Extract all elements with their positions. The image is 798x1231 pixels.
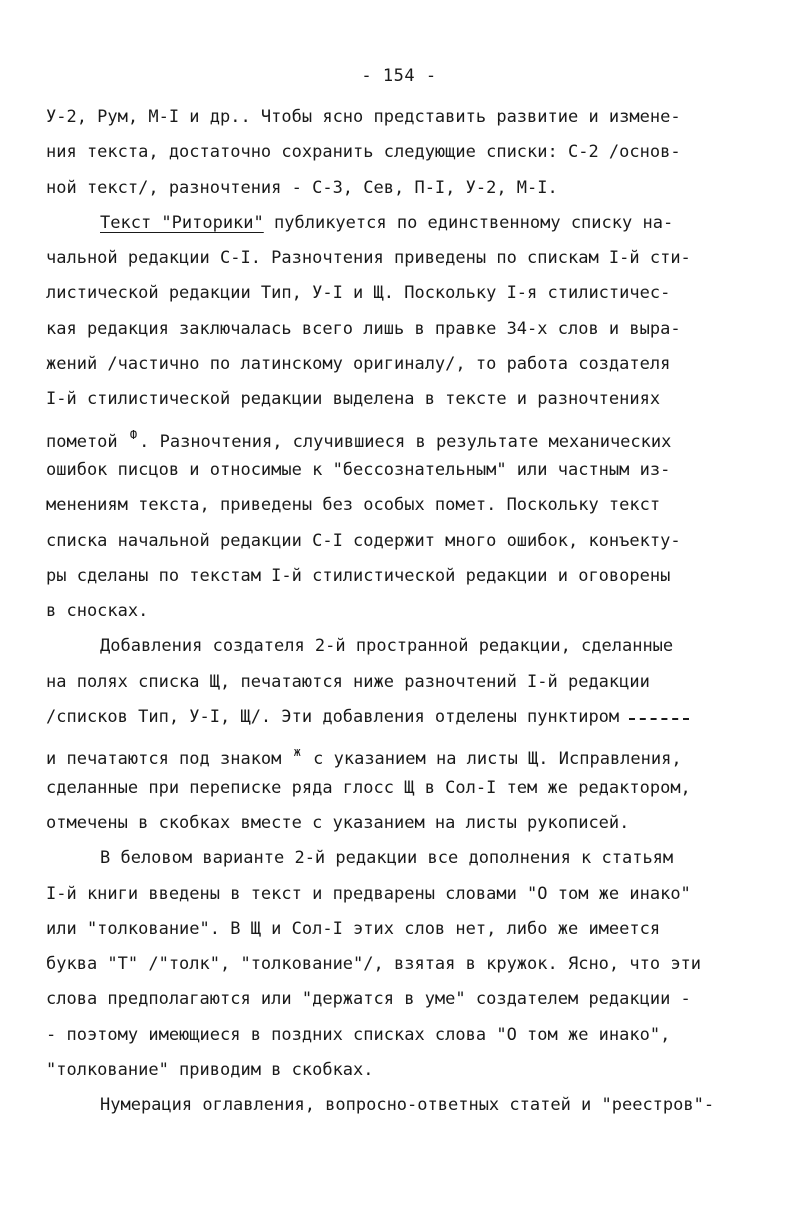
dashed-line-sample xyxy=(629,718,689,720)
text-fragment: с указанием на листы Щ. Исправления, xyxy=(313,749,682,770)
text-line: или "толкование". В Щ и Сол-I этих слов нет, либо же имеется xyxy=(46,918,661,939)
text-line: кая редакция заключалась всего лишь в правке 34-х слов и выра- xyxy=(46,318,681,339)
text-line: отмечены в скобках вместе с указанием на листы рукописей. xyxy=(46,812,630,833)
text-line: жений /частично по латинскому оригиналу/, то работа создателя xyxy=(46,354,671,375)
text-line: на полях списка Щ, печатаются ниже разночтений I-й редакции xyxy=(46,671,650,692)
text-line: У-2, Рум, М-I и др.. Чтобы ясно представить развитие и измене- xyxy=(46,107,681,127)
body-text xyxy=(46,100,766,1124)
text-fragment: /списков Тип, У-I, Щ/. Эти добавления отделены пунктиром xyxy=(46,707,620,728)
text-fragment: пометой xyxy=(46,431,118,452)
text-line: чальной редакции С-I. Разночтения приведены по спискам I-й сти- xyxy=(46,248,691,269)
text-line: листической редакции Тип, У-I и Щ. Поскольку I-я стилистичес- xyxy=(46,283,671,304)
text-line: ошибок писцов и относимые к "бессознательным" или частным из- xyxy=(46,459,671,480)
text-line: ной текст/, разночтения - С-3, Сев, П-I, У-2, М-I. xyxy=(46,177,558,198)
text-line xyxy=(46,735,766,770)
text-line: "толкование" приводим в скобках. xyxy=(46,1060,374,1081)
text-line: ния текста, достаточно сохранить следующие списки: С-2 /основ- xyxy=(46,142,681,163)
text-line: менениям текста, приведены без особых помет. Поскольку текст xyxy=(46,495,661,516)
page-number: - 154 - xyxy=(361,66,437,86)
text-line: Нумерация оглавления, вопросно-ответных статей и "реестров"- xyxy=(100,1095,715,1116)
text-line: В беловом варианте 2-й редакции все дополнения к статьям xyxy=(100,848,674,869)
text-line: Добавления создателя 2-й пространной редакции, сделанные xyxy=(100,636,674,657)
text-line: ры сделаны по текстам I-й стилистической редакции и оговорены xyxy=(46,565,671,586)
text-line: сделанные при переписке ряда глосс Щ в Сол-I тем же редактором, xyxy=(46,777,691,798)
text-fragment: публикуется по единственному списку на- xyxy=(274,212,674,233)
text-line: списка начальной редакции С-I содержит много ошибок, конъекту- xyxy=(46,530,681,551)
asterisk-mark: ж xyxy=(293,745,301,760)
text-line xyxy=(46,206,766,241)
text-line: I-й стилистической редакции выделена в тексте и разночтениях xyxy=(46,389,661,410)
text-line: - поэтому имеющиеся в поздних списках слова "О том же инако", xyxy=(46,1024,671,1045)
text-fragment: и печатаются под знаком xyxy=(46,749,282,770)
text-line xyxy=(46,418,766,453)
phi-mark: Ф xyxy=(129,427,138,442)
text-line: слова предполагаются или "держатся в уме" создателем редакции - xyxy=(46,989,691,1010)
underlined-title: Текст "Риторики" xyxy=(100,212,264,233)
text-fragment: . Разночтения, случившиеся в результате механических xyxy=(139,431,672,452)
text-line: в сносках. xyxy=(46,601,149,622)
text-line xyxy=(46,700,766,735)
text-line: буква "Т" /"толк", "толкование"/, взятая в кружок. Ясно, что эти xyxy=(46,954,702,975)
text-line: I-й книги введены в текст и предварены словами "О том же инако" xyxy=(46,883,691,904)
